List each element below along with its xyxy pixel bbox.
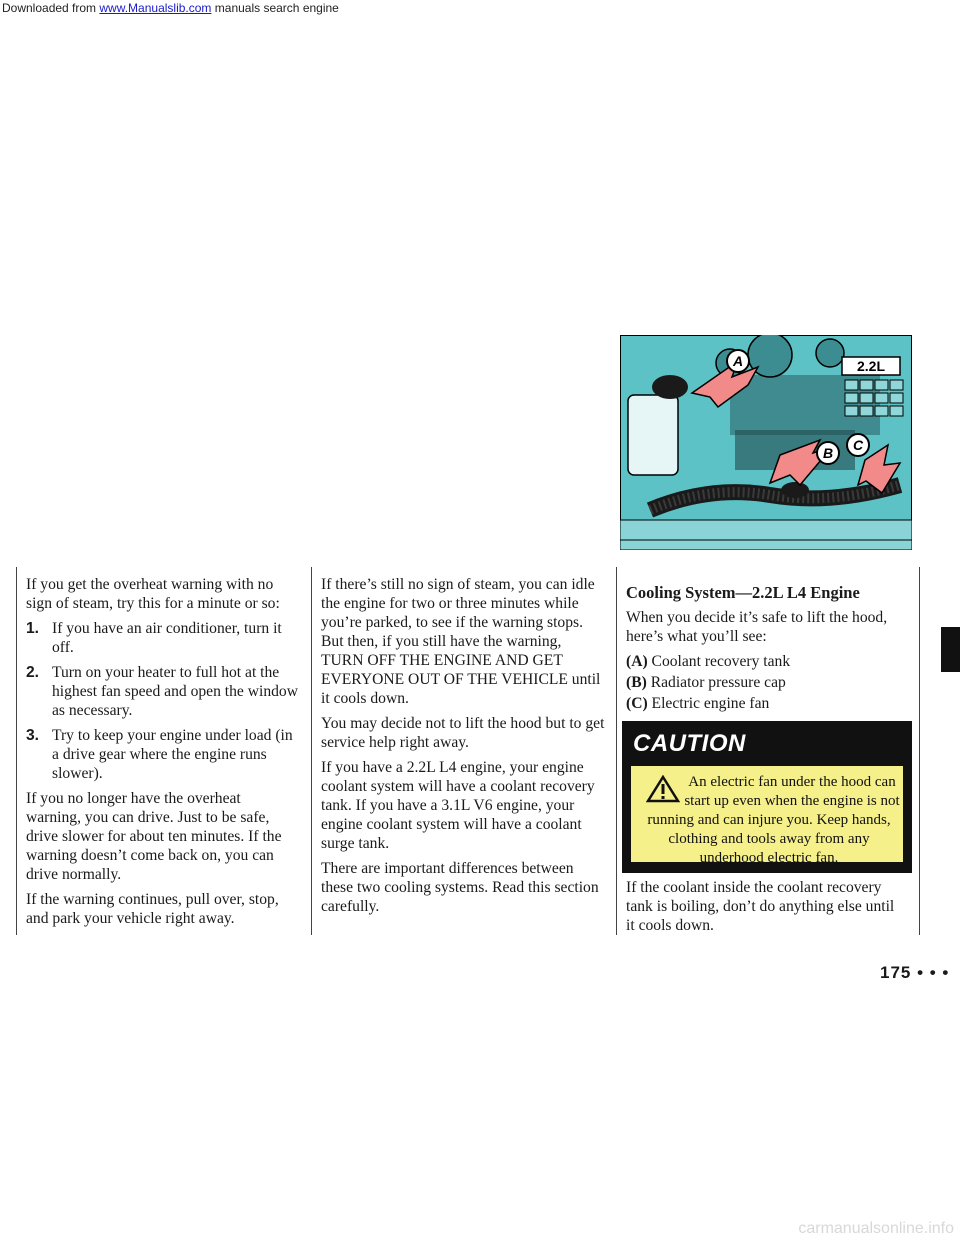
- column-3-after: [626, 878, 896, 941]
- service-paragraph: You may decide not to lift the hood but to get service help right away.: [321, 715, 605, 751]
- component-label: (A): [626, 653, 648, 670]
- watermark-prefix: Downloaded from: [2, 1, 100, 15]
- cooling-system-heading: Cooling System—2.2L L4 Engine: [626, 583, 860, 602]
- step-text: If you have an air conditioner, turn it off.: [52, 620, 282, 656]
- component-text: Coolant recovery tank: [647, 653, 791, 670]
- manualslib-link[interactable]: www.Manualslib.com: [99, 1, 212, 15]
- component-text: Electric engine fan: [647, 695, 770, 712]
- watermark-suffix: manuals search engine: [211, 1, 339, 15]
- component-a: [626, 652, 914, 671]
- step-text: Turn on your heater to full hot at the highest fan speed and open the window as necessary.: [52, 664, 298, 719]
- callout-a: A: [732, 353, 744, 369]
- callout-c: C: [852, 437, 864, 453]
- caution-panel: [622, 721, 912, 873]
- component-label: (B): [626, 674, 647, 691]
- component-b: [626, 673, 914, 692]
- component-text: Radiator pressure cap: [646, 674, 786, 691]
- column-3: [626, 583, 914, 715]
- warning-triangle-icon: [646, 775, 680, 803]
- download-watermark: [0, 0, 960, 16]
- column-rule-left: [16, 567, 17, 935]
- column-rule-edge: [919, 567, 920, 935]
- step-text: Try to keep your engine under load (in a drive gear where the engine runs slower).: [52, 727, 293, 782]
- engine-illustration-svg: [620, 335, 912, 550]
- carmanuals-watermark: carmanualsonline.info: [798, 1220, 954, 1237]
- overheat-intro: If you get the overheat warning with no sign of steam, try this for a minute or so:: [26, 576, 280, 612]
- page-number: 175 • • •: [880, 963, 950, 982]
- step-3: [26, 726, 298, 783]
- step-2: [26, 663, 298, 720]
- column-1: [26, 575, 298, 934]
- boiling-paragraph: If the coolant inside the coolant recovery tank is boiling, don’t do anything else until it cools down.: [626, 879, 895, 934]
- caution-title: CAUTION: [633, 730, 746, 757]
- section-tab-marker: [941, 627, 960, 672]
- engine-compartment-illustration: [620, 335, 912, 550]
- column-rule-middle: [311, 567, 312, 935]
- no-overheat-paragraph: If you no longer have the overheat warning, you can drive. Just to be safe, drive slower for about ten minutes. If the warning doesn’t come back on, you can drive normally.: [26, 790, 282, 883]
- component-c: [626, 694, 914, 713]
- hood-intro: When you decide it’s safe to lift the hood, here’s what you’ll see:: [626, 609, 888, 645]
- warning-continues-paragraph: If the warning continues, pull over, stop, and park your vehicle right away.: [26, 891, 279, 927]
- caution-text: An electric fan under the hood can start up even when the engine is not running and can injure you. Keep hands, clothing and tools away from any underhood electric fan.: [647, 774, 900, 866]
- differences-paragraph: There are important differences between these two cooling systems. Read this section carefully.: [321, 860, 599, 915]
- component-label: (C): [626, 695, 648, 712]
- caution-box: [631, 766, 903, 866]
- step-number: 2.: [26, 664, 40, 681]
- engine-size-badge: 2.2L: [856, 358, 886, 374]
- callout-b: B: [822, 445, 834, 461]
- caution-text-wrap: [638, 773, 900, 868]
- steam-paragraph: If there’s still no sign of steam, you can idle the engine for two or three minutes while you’re parked, to see if the warning stops. But then, if you still have the warning, TURN OFF THE ENGINE AND GET EVERYONE OUT OF THE VEHICLE until it cools down.: [321, 576, 601, 707]
- column-2: [321, 575, 605, 922]
- step-number: 1.: [26, 620, 40, 637]
- engine-types-paragraph: If you have a 2.2L L4 engine, your engine coolant system will have a coolant recovery tank. If you have a 3.1L V6 engine, your engine coolant system will have a coolant surge tank.: [321, 759, 595, 852]
- column-rule-right: [616, 567, 617, 935]
- step-1: [26, 619, 298, 657]
- step-number: 3.: [26, 727, 40, 744]
